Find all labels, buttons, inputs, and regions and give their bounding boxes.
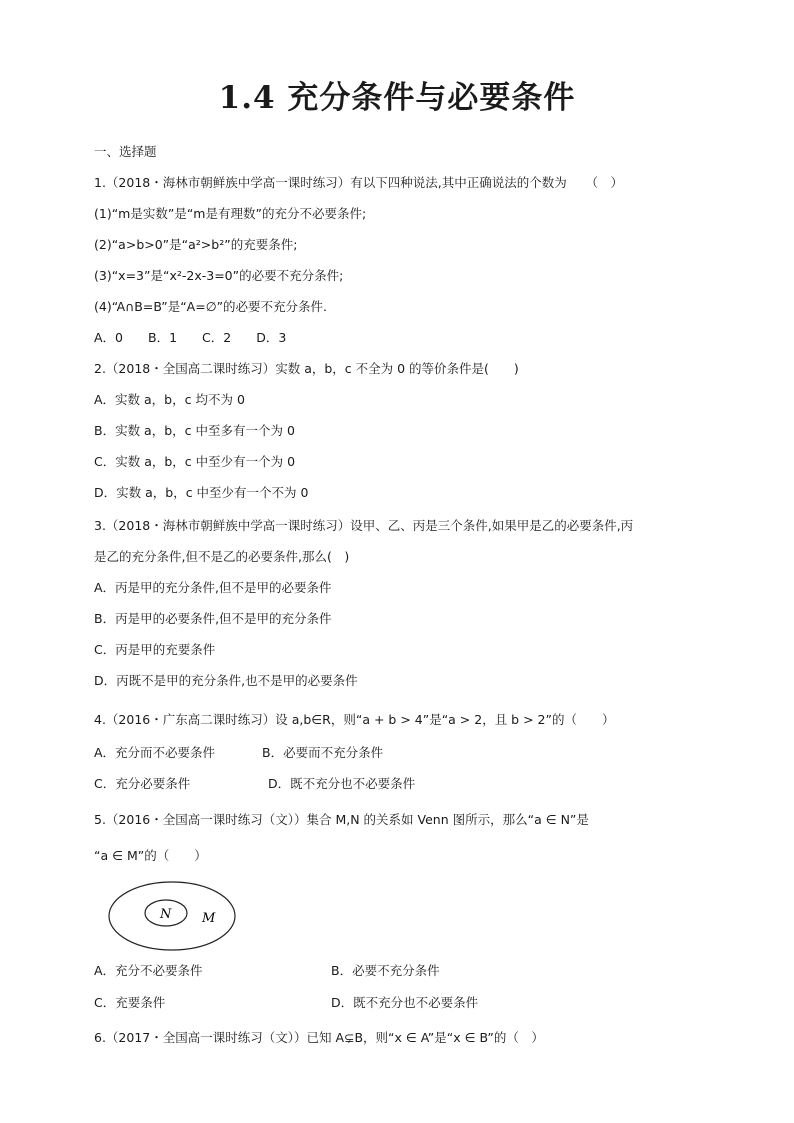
q4-option-c: C．充分必要条件 <box>94 776 191 791</box>
q3-stem-line-2: 是乙的充分条件,但不是乙的必要条件,那么( ) <box>94 549 350 564</box>
venn-outer-ellipse <box>109 882 235 950</box>
page-title: 1.4 充分条件与必要条件 <box>218 80 576 116</box>
venn-label-n: N <box>160 907 172 922</box>
q1-stem: 1.（2018・海林市朝鲜族中学高一课时练习）有以下四种说法,其中正确说法的个数为 （ ） <box>94 175 623 190</box>
q2-stem: 2.（2018・全国高二课时练习）实数 a，b，c 不全为 0 的等价条件是( ) <box>94 361 519 376</box>
q3-option-d: D．丙既不是甲的充分条件,也不是甲的必要条件 <box>94 673 358 688</box>
q1-statement-4: (4)“A∩B=B”是“A=∅”的必要不充分条件. <box>94 299 328 314</box>
q3-option-c: C．丙是甲的充要条件 <box>94 642 216 657</box>
q5-stem-line-1: 5.（2016・全国高一课时练习（文））集合 M,N 的关系如 Venn 图所示，那么“a ∈ N”是 <box>94 812 589 827</box>
q4-option-a: A．充分而不必要条件 <box>94 745 216 760</box>
q2-option-d: D．实数 a，b，c 中至少有一个不为 0 <box>94 485 309 500</box>
q4-option-b: B．必要而不充分条件 <box>262 745 384 760</box>
q2-option-a: A．实数 a，b，c 均不为 0 <box>94 392 245 407</box>
venn-label-m: M <box>202 911 216 926</box>
q3-option-a: A．丙是甲的充分条件,但不是甲的必要条件 <box>94 580 332 595</box>
q5-option-d: D．既不充分也不必要条件 <box>331 995 479 1010</box>
q4-option-d: D．既不充分也不必要条件 <box>268 776 416 791</box>
q5-option-a: A．充分不必要条件 <box>94 963 203 978</box>
venn-diagram <box>104 878 244 958</box>
q2-option-b: B．实数 a，b，c 中至多有一个为 0 <box>94 423 295 438</box>
q1-statement-2: (2)“a>b>0”是“a²>b²”的充要条件; <box>94 237 298 252</box>
section-heading: 一、选择题 <box>94 144 157 159</box>
q1-statement-1: (1)“m是实数”是“m是有理数”的充分不必要条件; <box>94 206 367 221</box>
q2-option-c: C．实数 a，b，c 中至少有一个为 0 <box>94 454 296 469</box>
q6-stem: 6.（2017・全国高一课时练习（文））已知 A⊊B，则“x ∈ A”是“x ∈ B”的（ ） <box>94 1030 544 1045</box>
q3-stem-line-1: 3.（2018・海林市朝鲜族中学高一课时练习）设甲、乙、丙是三个条件,如果甲是乙的必要条件,丙 <box>94 518 634 533</box>
q5-option-c: C．充要条件 <box>94 995 166 1010</box>
q1-options: A．0 B．1 C．2 D．3 <box>94 330 287 345</box>
q1-statement-3: (3)“x=3”是“x²-2x-3=0”的必要不充分条件; <box>94 268 344 283</box>
q5-stem-line-2: “a ∈ M”的（ ） <box>94 848 207 863</box>
q5-option-b: B．必要不充分条件 <box>331 963 440 978</box>
q4-stem: 4.（2016・广东高二课时练习）设 a,b∈R，则“a + b > 4”是“a > 2，且 b > 2”的（ ） <box>94 712 615 727</box>
q3-option-b: B．丙是甲的必要条件,但不是甲的充分条件 <box>94 611 332 626</box>
